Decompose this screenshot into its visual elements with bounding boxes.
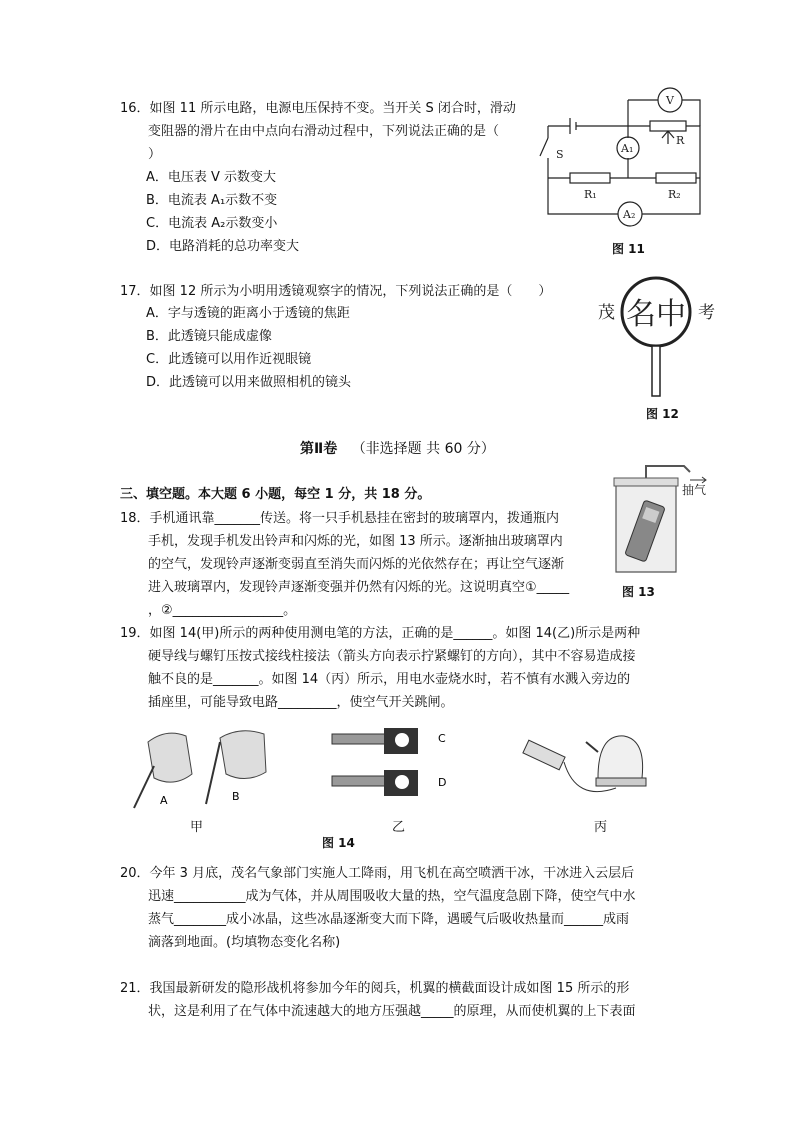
pump-out-label: 抽气 bbox=[682, 483, 707, 497]
q17-option-d: D．此透镜可以用来做照相机的镜头 bbox=[146, 375, 352, 390]
bell-jar-figure bbox=[606, 462, 716, 580]
resistor-r2-label: R₂ bbox=[668, 188, 681, 201]
char-zhong-magnified: 中 bbox=[656, 297, 686, 332]
q16-line-1: 16．如图 11 所示电路，电源电压保持不变。当开关 S 闭合时，滑动 bbox=[120, 101, 516, 116]
q19-line-1: 19．如图 14(甲)所示的两种使用测电笔的方法，正确的是______。如图 14(乙)所示是两种 bbox=[120, 626, 641, 641]
q16-option-a: A．电压表 V 示数变大 bbox=[146, 170, 277, 185]
ammeter-a1-label: A₁ bbox=[621, 142, 634, 155]
question-18 bbox=[120, 507, 569, 622]
figure-14-yi-screw-terminals bbox=[328, 722, 460, 822]
q19-line-4: 插座里，可能导致电路_________，使空气开关跳闸。 bbox=[148, 695, 454, 710]
section-2-title bbox=[300, 438, 495, 458]
q17-option-a: A．字与透镜的距离小于透镜的焦距 bbox=[146, 306, 350, 321]
q17-line-1: 17．如图 12 所示为小明用透镜观察字的情况，下列说法正确的是（ ） bbox=[120, 284, 552, 299]
label-jia: 甲 bbox=[190, 820, 204, 835]
label-bing: 丙 bbox=[594, 820, 608, 835]
q20-line-1: 20．今年 3 月底，茂名气象部门实施人工降雨，用飞机在高空喷洒干冰，干冰进入云层后 bbox=[120, 866, 635, 881]
q18-line-5: ，②_________________。 bbox=[148, 603, 297, 618]
char-ming-magnified: 名 bbox=[626, 297, 656, 332]
label-c: C bbox=[438, 732, 446, 745]
figure-13-caption: 图 13 bbox=[622, 585, 655, 599]
q18-line-3: 的空气，发现铃声逐渐变弱直至消失而闪烁的光依然存在；再让空气逐渐 bbox=[148, 557, 565, 572]
label-d: D bbox=[438, 776, 447, 789]
circuit-diagram bbox=[530, 86, 710, 226]
q21-line-2: 状，这是利用了在气体中流速越大的地方压强越_____的原理，从而使机翼的上下表面 bbox=[148, 1004, 636, 1019]
rheostat-label: R bbox=[676, 134, 685, 147]
question-17 bbox=[120, 280, 551, 303]
q18-line-4: 进入玻璃罩内，发现铃声逐渐变强并仍然有闪烁的光。这说明真空①_____ bbox=[148, 580, 570, 595]
q21-line-1: 21．我国最新研发的隐形战机将参加今年的阅兵，机翼的横截面设计成如图 15 所示的形 bbox=[120, 981, 630, 996]
label-b: B bbox=[232, 790, 240, 803]
section-2-title-rest: （非选择题 共 60 分） bbox=[351, 441, 495, 457]
q18-line-1: 18．手机通讯靠_______传送。将一只手机悬挂在密封的玻璃罩内，拨通瓶内 bbox=[120, 511, 560, 526]
label-yi: 乙 bbox=[392, 820, 406, 835]
q19-line-3: 触不良的是_______。如图 14（丙）所示，用电水壶烧水时，若不慎有水溅入旁边的 bbox=[148, 672, 631, 687]
label-a: A bbox=[160, 794, 168, 807]
figure-12-caption: 图 12 bbox=[646, 407, 679, 421]
q20-line-3: 蒸气________成小冰晶，这些冰晶逐渐变大而下降，遇暖气后吸收热量而______成雨 bbox=[148, 912, 630, 927]
char-mao: 茂 bbox=[598, 303, 615, 323]
q16-option-c: C．电流表 A₂示数变小 bbox=[146, 216, 278, 231]
q16-line-3: ） bbox=[148, 147, 162, 162]
figure-14-caption: 图 14 bbox=[322, 836, 355, 850]
question-20 bbox=[120, 862, 636, 954]
q20-line-4: 滴落到地面。(均填物态变化名称) bbox=[148, 935, 341, 950]
voltmeter-label: V bbox=[666, 94, 674, 107]
question-19 bbox=[120, 622, 640, 714]
magnifier-figure bbox=[598, 262, 723, 402]
char-kao: 考 bbox=[698, 303, 715, 323]
q16-option-d: D．电路消耗的总功率变大 bbox=[146, 239, 300, 254]
ammeter-a2-label: A₂ bbox=[623, 208, 636, 221]
q20-line-2: 迅速___________成为气体，并从周围吸收大量的热，空气温度急剧下降，使空气中水 bbox=[148, 889, 636, 904]
section-2-title-bold: 第Ⅱ卷 bbox=[300, 441, 338, 457]
q16-line-2: 变阻器的滑片在由中点向右滑动过程中，下列说法正确的是（ bbox=[148, 124, 500, 139]
figure-14-bing-kettle bbox=[506, 722, 658, 822]
question-16 bbox=[120, 97, 516, 166]
resistor-r1-label: R₁ bbox=[584, 188, 597, 201]
q19-line-2: 硬导线与螺钉压按式接线柱接法（箭头方向表示拧紧螺钉的方向），其中不容易造成接 bbox=[148, 649, 636, 664]
q18-line-2: 手机，发现手机发出铃声和闪烁的光，如图 13 所示。逐渐抽出玻璃罩内 bbox=[148, 534, 563, 549]
figure-11-caption: 图 11 bbox=[612, 242, 645, 256]
figure-14-jia-test-pens bbox=[128, 722, 273, 822]
q16-option-b: B．电流表 A₁示数不变 bbox=[146, 193, 278, 208]
q17-option-b: B．此透镜只能成虚像 bbox=[146, 329, 272, 344]
q17-option-c: C．此透镜可以用作近视眼镜 bbox=[146, 352, 312, 367]
section-3-heading: 三、填空题。本大题 6 小题，每空 1 分，共 18 分。 bbox=[120, 487, 431, 502]
switch-label: S bbox=[556, 148, 564, 161]
question-21 bbox=[120, 977, 636, 1023]
